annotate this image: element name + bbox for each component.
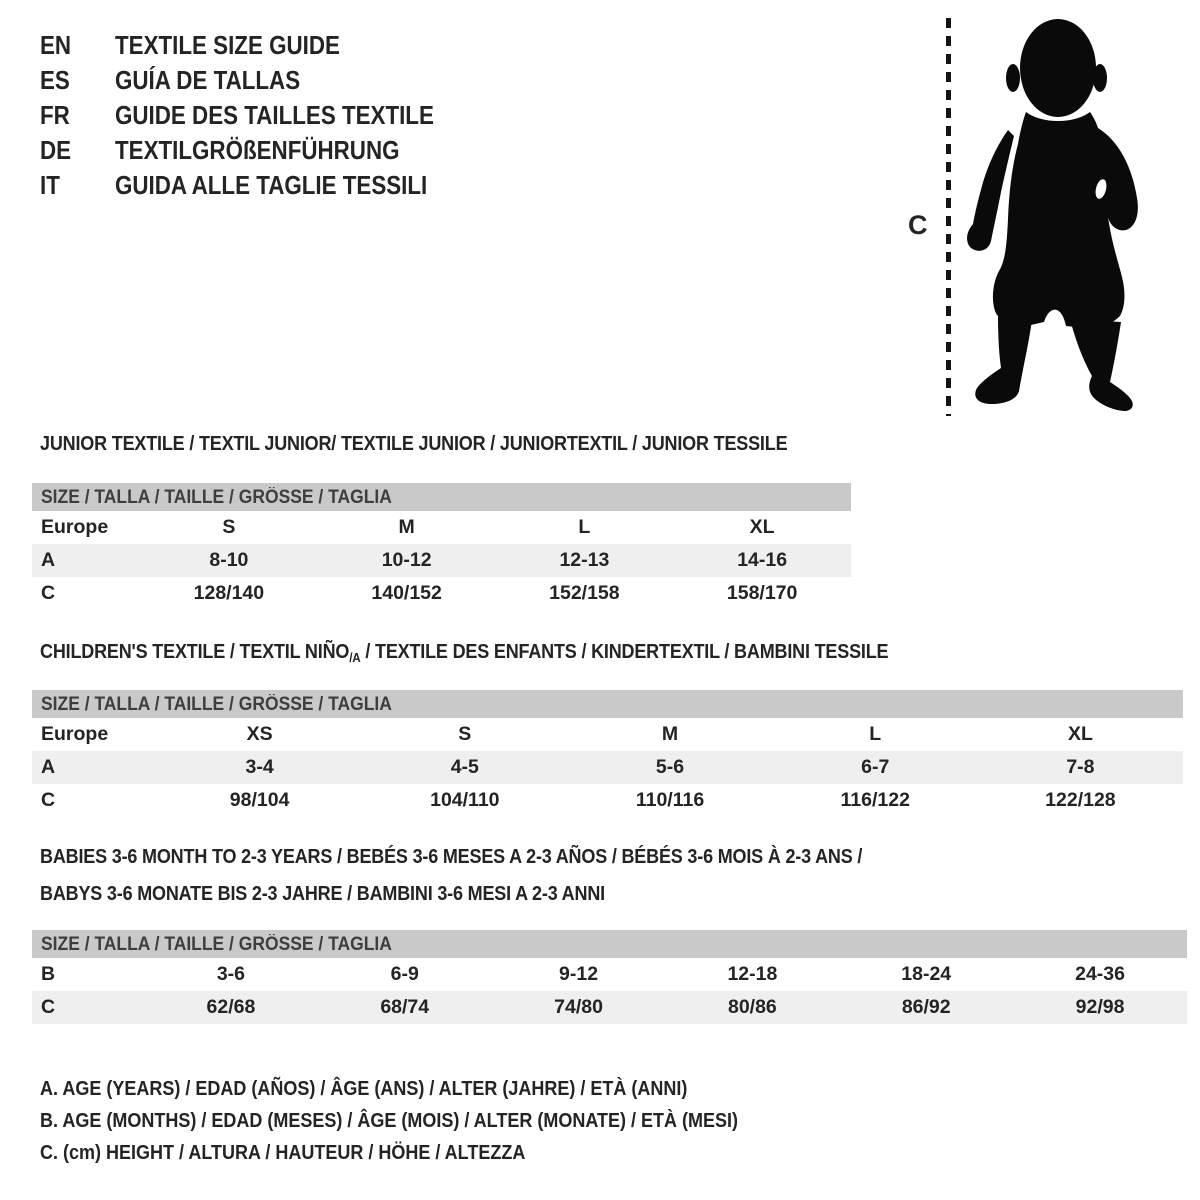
height-cell: 122/128 — [1045, 789, 1116, 811]
language-row-en — [40, 28, 434, 63]
junior-section-title: JUNIOR TEXTILE / TEXTIL JUNIOR/ TEXTILE JUNIOR / JUNIORTEXTIL / JUNIOR TESSILE — [40, 433, 788, 455]
size-cell: M — [398, 516, 415, 538]
size-cell: L — [869, 723, 882, 745]
months-cell: 9-12 — [559, 963, 599, 985]
silhouette-left-leg — [975, 317, 1032, 404]
height-cell: 68/74 — [380, 996, 430, 1018]
age-cell: 6-7 — [861, 756, 890, 778]
babies-size-table — [32, 930, 1187, 1024]
row-label: Europe — [41, 723, 109, 745]
size-header-label: SIZE / TALLA / TAILLE / GRÖSSE / TAGLIA — [41, 694, 392, 715]
height-cell: 158/170 — [726, 582, 798, 604]
age-cell: 10-12 — [381, 549, 432, 571]
size-cell: S — [222, 516, 236, 538]
height-cell: 128/140 — [193, 582, 265, 604]
toddler-silhouette-illustration — [958, 14, 1143, 416]
height-measure-dashed-line — [946, 18, 951, 416]
legend-line-c: C. (cm) HEIGHT / ALTURA / HAUTEUR / HÖHE / ALTEZZA — [40, 1142, 526, 1164]
language-title: TEXTILE SIZE GUIDE — [115, 30, 340, 60]
age-cell: 4-5 — [450, 756, 479, 778]
silhouette-torso — [993, 112, 1138, 329]
months-cell: 12-18 — [727, 963, 778, 985]
size-cell: M — [661, 723, 679, 745]
silhouette-left-arm — [967, 130, 1014, 251]
language-title-block — [40, 28, 498, 203]
language-row-it — [40, 168, 434, 203]
language-code: ES — [40, 65, 70, 95]
language-title: GUIDA ALLE TAGLIE TESSILI — [115, 170, 428, 200]
height-cell: 110/116 — [635, 789, 705, 811]
silhouette-left-ear — [1006, 64, 1020, 92]
size-cell: L — [578, 516, 591, 538]
babies-table-header-band — [32, 930, 1187, 958]
children-row-europe — [32, 718, 1183, 751]
row-label: B — [41, 963, 56, 985]
silhouette-head — [1020, 19, 1096, 117]
junior-size-table — [32, 483, 851, 610]
babies-row-height — [32, 991, 1187, 1024]
language-code: EN — [40, 30, 72, 60]
children-section-title: CHILDREN'S TEXTILE / TEXTIL $NIÑO_{/A}$ / TEXTILE DES ENFANTS / KINDERTEXTIL / BAMBINI TESSILE — [40, 641, 889, 665]
children-size-table — [32, 690, 1183, 817]
junior-row-europe — [32, 511, 851, 544]
height-cell: 62/68 — [206, 996, 256, 1018]
children-table-header-band — [32, 690, 1183, 718]
measurement-legend — [40, 1073, 816, 1169]
months-cell: 18-24 — [901, 963, 952, 985]
row-label: Europe — [41, 516, 109, 538]
legend-line-b: B. AGE (MONTHS) / EDAD (MESES) / ÂGE (MOIS) / ALTER (MONATE) / ETÀ (MESI) — [40, 1110, 738, 1132]
title-subscript: /A — [349, 650, 361, 665]
height-cell: 104/110 — [430, 789, 500, 811]
age-cell: 7-8 — [1066, 756, 1095, 778]
legend-line-a: A. AGE (YEARS) / EDAD (AÑOS) / ÂGE (ANS) / ALTER (JAHRE) / ETÀ (ANNI) — [40, 1078, 688, 1100]
months-cell: 24-36 — [1075, 963, 1125, 985]
height-cell: 140/152 — [371, 582, 442, 604]
language-code: FR — [40, 100, 70, 130]
height-cell: 98/104 — [229, 789, 290, 811]
language-row-es — [40, 63, 434, 98]
junior-row-age — [32, 544, 851, 577]
language-row-de — [40, 133, 434, 168]
row-label: C — [41, 789, 56, 811]
junior-row-height — [32, 577, 851, 610]
children-row-age — [32, 751, 1183, 784]
junior-table-header-band — [32, 483, 851, 511]
row-label: C — [41, 996, 56, 1018]
language-code: DE — [40, 135, 72, 165]
height-cell: 92/98 — [1075, 996, 1125, 1018]
age-cell: 12-13 — [559, 549, 610, 571]
size-cell: XS — [246, 723, 273, 745]
silhouette-right-leg — [1070, 319, 1133, 411]
height-cell: 86/92 — [901, 996, 951, 1018]
row-label: A — [41, 756, 56, 778]
row-label: C — [41, 582, 56, 604]
height-measure-label: C — [908, 210, 928, 240]
age-cell: 14-16 — [737, 549, 788, 571]
size-header-label: SIZE / TALLA / TAILLE / GRÖSSE / TAGLIA — [41, 487, 392, 508]
row-label: A — [41, 549, 56, 571]
months-cell: 6-9 — [390, 963, 419, 985]
size-cell: XL — [749, 516, 775, 538]
size-cell: S — [458, 723, 472, 745]
months-cell: 3-6 — [216, 963, 245, 985]
babies-section-title-line2: BABYS 3-6 MONATE BIS 2-3 JAHRE / BAMBINI 3-6 MESI A 2-3 ANNI — [40, 883, 605, 905]
language-title: GUIDE DES TAILLES TEXTILE — [115, 100, 434, 130]
language-row-fr — [40, 98, 434, 133]
children-row-height — [32, 784, 1183, 817]
age-cell: 5-6 — [655, 756, 685, 778]
silhouette-right-ear — [1093, 64, 1107, 92]
age-cell: 8-10 — [209, 549, 249, 571]
language-code: IT — [40, 170, 60, 200]
height-cell: 152/158 — [549, 582, 620, 604]
size-header-label: SIZE / TALLA / TAILLE / GRÖSSE / TAGLIA — [41, 934, 392, 955]
language-title: TEXTILGRÖßENFÜHRUNG — [115, 135, 400, 165]
babies-row-months — [32, 958, 1187, 991]
age-cell: 3-4 — [245, 756, 274, 778]
babies-section-title-line1: BABIES 3-6 MONTH TO 2-3 YEARS / BEBÉS 3-6 MESES A 2-3 AÑOS / BÉBÉS 3-6 MOIS À 2-3 ANS / — [40, 846, 863, 868]
size-cell: XL — [1067, 723, 1093, 745]
height-cell: 116/122 — [840, 789, 910, 811]
height-cell: 80/86 — [727, 996, 777, 1018]
height-cell: 74/80 — [554, 996, 603, 1018]
language-title: GUÍA DE TALLAS — [115, 65, 301, 95]
